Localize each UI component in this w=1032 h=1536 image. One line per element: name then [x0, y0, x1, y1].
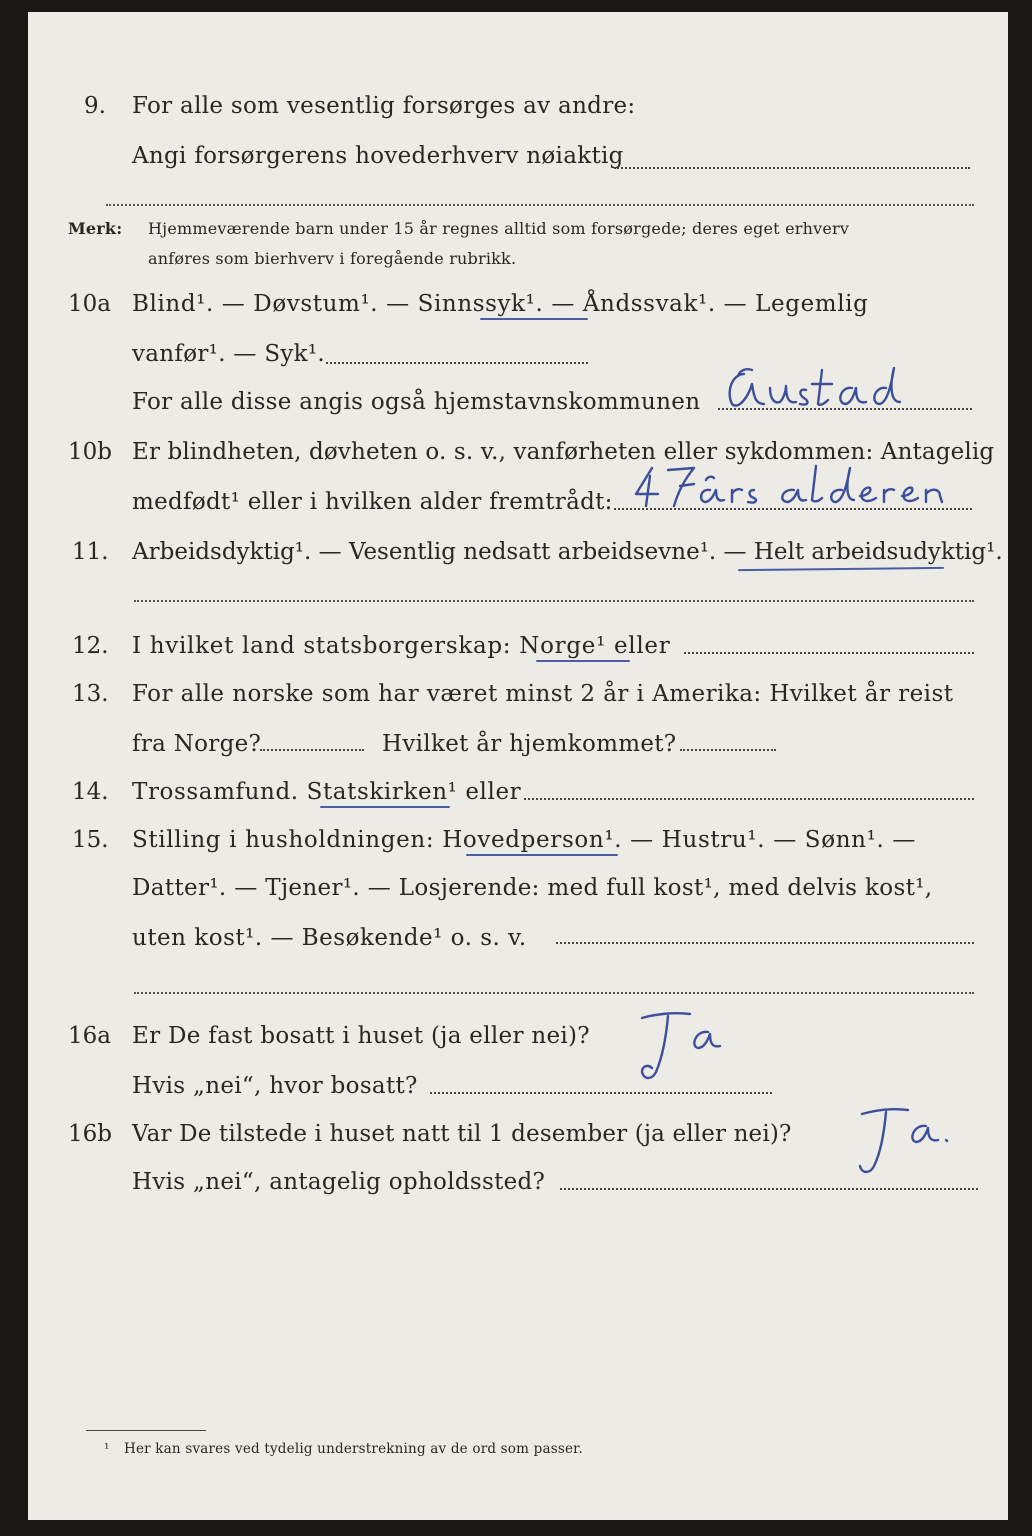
- item-10a-number: 10a: [68, 291, 111, 317]
- census-form-page: [28, 12, 1008, 1520]
- merk-label: Merk:: [68, 219, 123, 238]
- item-12-number: 12.: [72, 633, 109, 659]
- footnote-divider: [86, 1430, 206, 1431]
- item-11-line-1: Arbeidsdyktig¹. — Vesentlig nedsatt arbeidsevne¹. — Helt arbeidsudyktig¹.: [132, 539, 1003, 565]
- item-14-number: 14.: [72, 779, 109, 805]
- item-13-line-2a: fra Norge?: [132, 731, 262, 757]
- item-16a-line-1: Er De fast bosatt i huset (ja eller nei)?: [132, 1023, 590, 1049]
- item-9-number: 9.: [84, 93, 106, 119]
- item-13-line-1: For alle norske som har været minst 2 år i Amerika: Hvilket år reist: [132, 681, 954, 707]
- item-10b-line-2: medfødt¹ eller i hvilken alder fremtrådt:: [132, 489, 613, 515]
- item-10b-number: 10b: [68, 439, 112, 465]
- item-15-line-3: uten kost¹. — Besøkende¹ o. s. v.: [132, 925, 527, 951]
- footnote-marker: ¹: [104, 1441, 110, 1457]
- item-14-line-1: Trossamfund. Statskirken¹ eller: [132, 779, 522, 805]
- item-15-line-2: Datter¹. — Tjener¹. — Losjerende: med full kost¹, med delvis kost¹,: [132, 875, 933, 901]
- item-9-line-1: For alle som vesentlig forsørges av andre:: [132, 93, 636, 119]
- merk-line-2: anføres som bierhverv i foregående rubrikk.: [148, 249, 517, 268]
- item-12-line-1: I hvilket land statsborgerskap: Norge¹ eller: [132, 633, 671, 659]
- item-10a-line-1: Blind¹. — Døvstum¹. — Sinnssyk¹. — Åndssvak¹. — Legemlig: [132, 291, 869, 317]
- item-10a-line-3: For alle disse angis også hjemstavnskommunen: [132, 389, 701, 415]
- item-10a-line-2: vanfør¹. — Syk¹.: [132, 341, 326, 367]
- item-9-line-2: Angi forsørgerens hovederhverv nøiaktig: [132, 143, 624, 169]
- item-16a-number: 16a: [68, 1023, 111, 1049]
- item-15-number: 15.: [72, 827, 109, 853]
- item-10b-line-1: Er blindheten, døvheten o. s. v., vanførheten eller sykdommen: Antagelig: [132, 439, 995, 465]
- item-13-number: 13.: [72, 681, 109, 707]
- item-16b-line-1: Var De tilstede i huset natt til 1 desember (ja eller nei)?: [132, 1121, 792, 1147]
- item-16b-number: 16b: [68, 1121, 112, 1147]
- merk-line-1: Hjemmeværende barn under 15 år regnes alltid som forsørgede; deres eget erhverv: [148, 219, 850, 238]
- item-16b-line-2: Hvis „nei“, antagelig opholdssted?: [132, 1169, 546, 1195]
- item-11-number: 11.: [72, 539, 109, 565]
- item-13-line-2b: Hvilket år hjemkommet?: [382, 731, 677, 757]
- footnote-text: Her kan svares ved tydelig understrekning av de ord som passer.: [124, 1441, 583, 1457]
- footnote: [28, 12, 1008, 1520]
- item-15-line-1: Stilling i husholdningen: Hovedperson¹. — Hustru¹. — Sønn¹. —: [132, 827, 917, 853]
- item-16a-line-2: Hvis „nei“, hvor bosatt?: [132, 1073, 418, 1099]
